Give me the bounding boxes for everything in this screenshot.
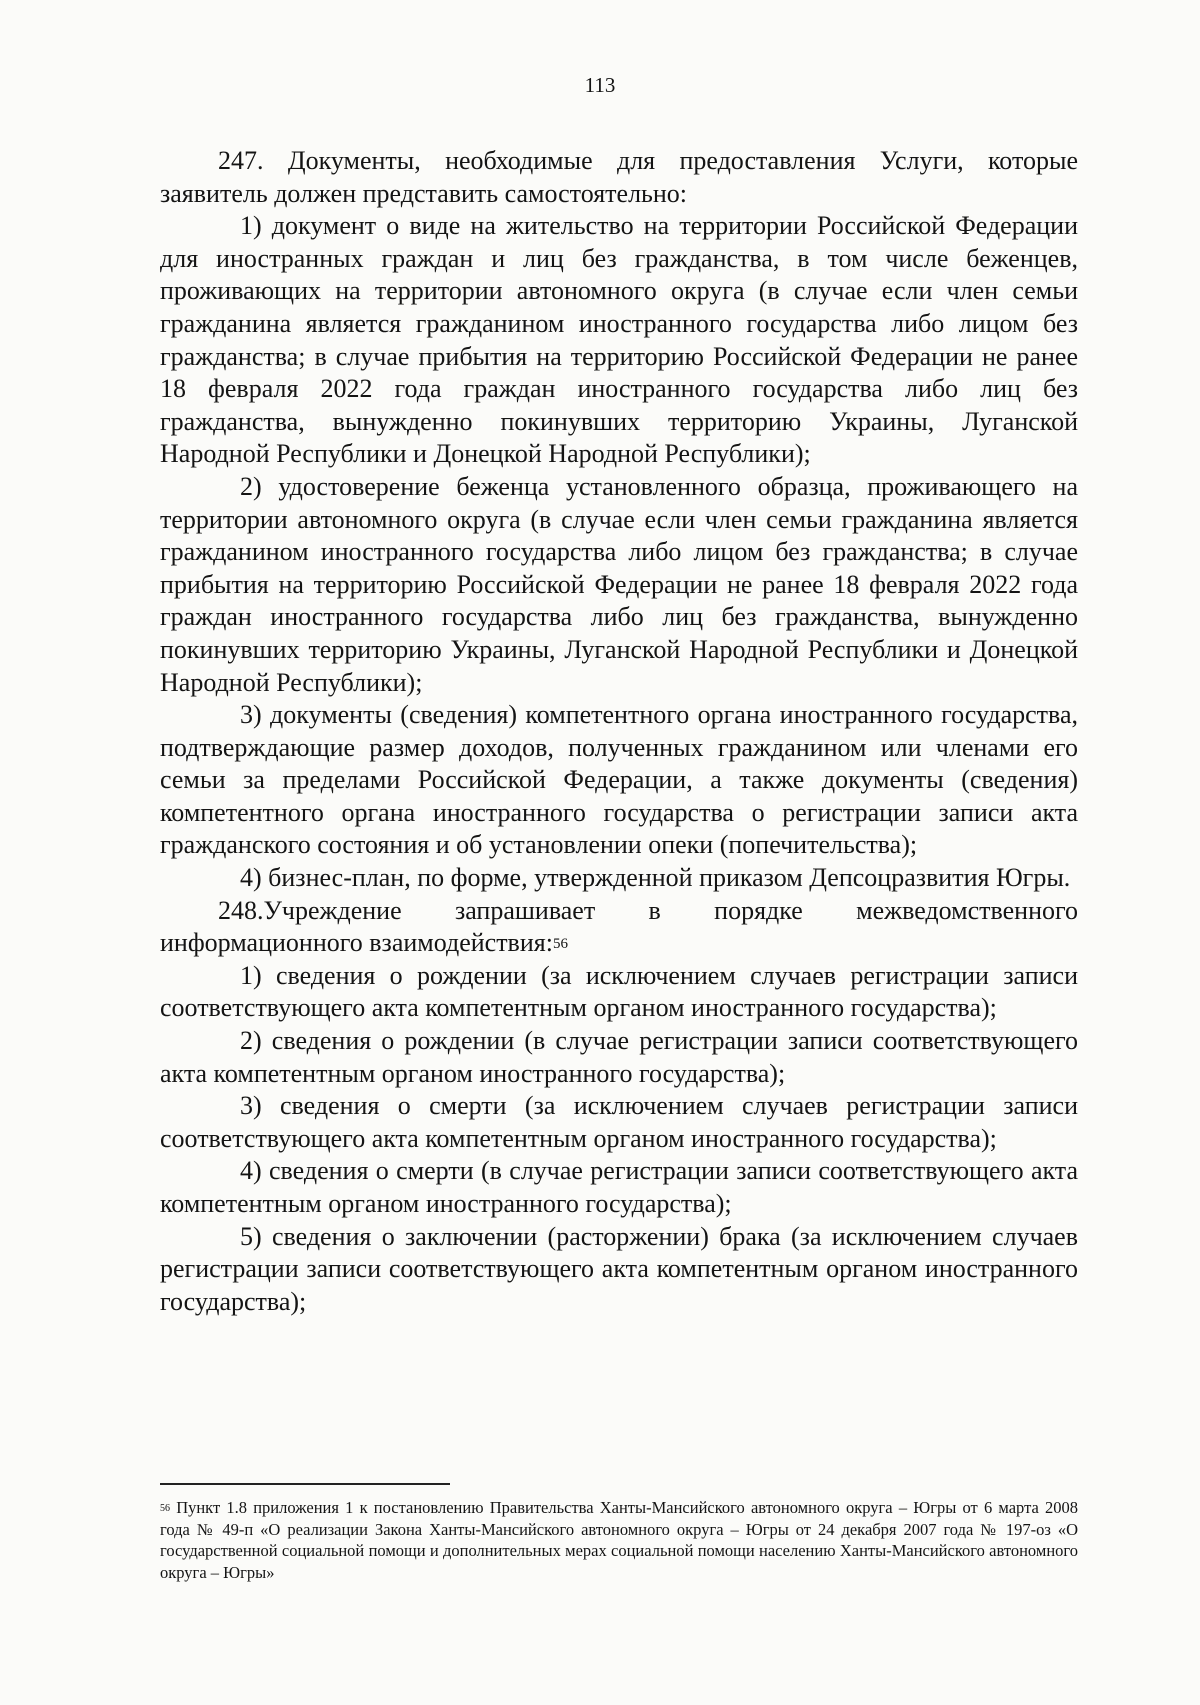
list-item xyxy=(160,699,1078,862)
footnote-text: Пункт 1.8 приложения 1 к постановлению Правительства Ханты-Мансийского автономного округа – Югры от 6 марта 2008 года № 49-п «О реализации Закона Ханты-Мансийского автономного округа – Югры от 24 декабря 2007 года № 197-оз «О государственной социальной помощи и дополнительных мерах социальной помощи населению Ханты-Мансийского автономного округа – Югры» xyxy=(160,1498,1078,1582)
list-item xyxy=(160,960,1078,1025)
paragraph-text: 5) сведения о заключении (расторжении) брака (за исключением случаев регистрации записи соответствующего акта компетентным органом иностранного государства); xyxy=(160,1221,1078,1316)
paragraph-text: 2) сведения о рождении (в случае регистрации записи соответствующего акта компетентным органом иностранного государства); xyxy=(160,1026,1078,1088)
list-item xyxy=(160,862,1078,895)
paragraph-text: 4) бизнес-план, по форме, утвержденной приказом Депсоцразвития Югры. xyxy=(240,863,1071,893)
paragraph-text: 2) удостоверение беженца установленного образца, проживающего на территории автономного округа (в случае если член семьи гражданина является гражданином иностранного государства либо лицом без гражданства; в случае прибытия на территорию Российской Федерации не ранее 18 февраля 2022 года граждан иностранного государства либо лиц без гражданства, вынужденно покинувших территорию Украины, Луганской Народной Республики и Донецкой Народной Республики); xyxy=(160,471,1078,697)
list-item xyxy=(160,210,1078,471)
list-item xyxy=(160,1221,1078,1319)
list-item xyxy=(160,1090,1078,1155)
paragraph-text: 248.Учреждение запрашивает в порядке межведомственного информационного взаимодействия: xyxy=(160,895,1078,958)
footnote-reference: 56 xyxy=(552,936,568,953)
paragraph-text: 3) сведения о смерти (за исключением случаев регистрации записи соответствующего акта компетентным органом иностранного государства); xyxy=(160,1091,1078,1153)
list-item xyxy=(160,471,1078,699)
footnote-separator xyxy=(160,1483,450,1485)
paragraph-text: 3) документы (сведения) компетентного органа иностранного государства, подтверждающие размер доходов, полученных гражданином или членами его семьи за пределами Российской Федерации, а также документы (сведения) компетентного органа иностранного государства о регистрации записи акта гражданского состояния и об установлении опеки (попечительства); xyxy=(160,700,1078,860)
footnote-mark: 56 xyxy=(160,1503,170,1514)
page-number: 113 xyxy=(584,73,616,97)
paragraph-text: 1) сведения о рождении (за исключением случаев регистрации записи соответствующего акта компетентным органом иностранного государства); xyxy=(160,960,1078,1023)
paragraph-247 xyxy=(160,145,1078,210)
paragraph-text: 1) документ о виде на жительство на территории Российской Федерации для иностранных граждан и лиц без гражданства, в том числе беженцев, проживающих на территории автономного округа (в случае если член семьи гражданина является гражданином иностранного государства либо лицом без гражданства; в случае прибытия на территорию Российской Федерации не ранее 18 февраля 2022 года граждан иностранного государства либо лиц без гражданства, вынужденно покинувших территорию Украины, Луганской Народной Республики и Донецкой Народной Республики); xyxy=(160,211,1078,469)
document-body xyxy=(160,145,1078,1318)
paragraph-248 xyxy=(160,895,1078,960)
list-item xyxy=(160,1155,1078,1220)
paragraph-text: 247. Документы, необходимые для предоставления Услуги, которые заявитель должен представить самостоятельно: xyxy=(160,146,1078,208)
paragraph-text: 4) сведения о смерти (в случае регистрации записи соответствующего акта компетентным органом иностранного государства); xyxy=(160,1156,1078,1218)
footnote xyxy=(160,1497,1078,1583)
list-item xyxy=(160,1025,1078,1090)
